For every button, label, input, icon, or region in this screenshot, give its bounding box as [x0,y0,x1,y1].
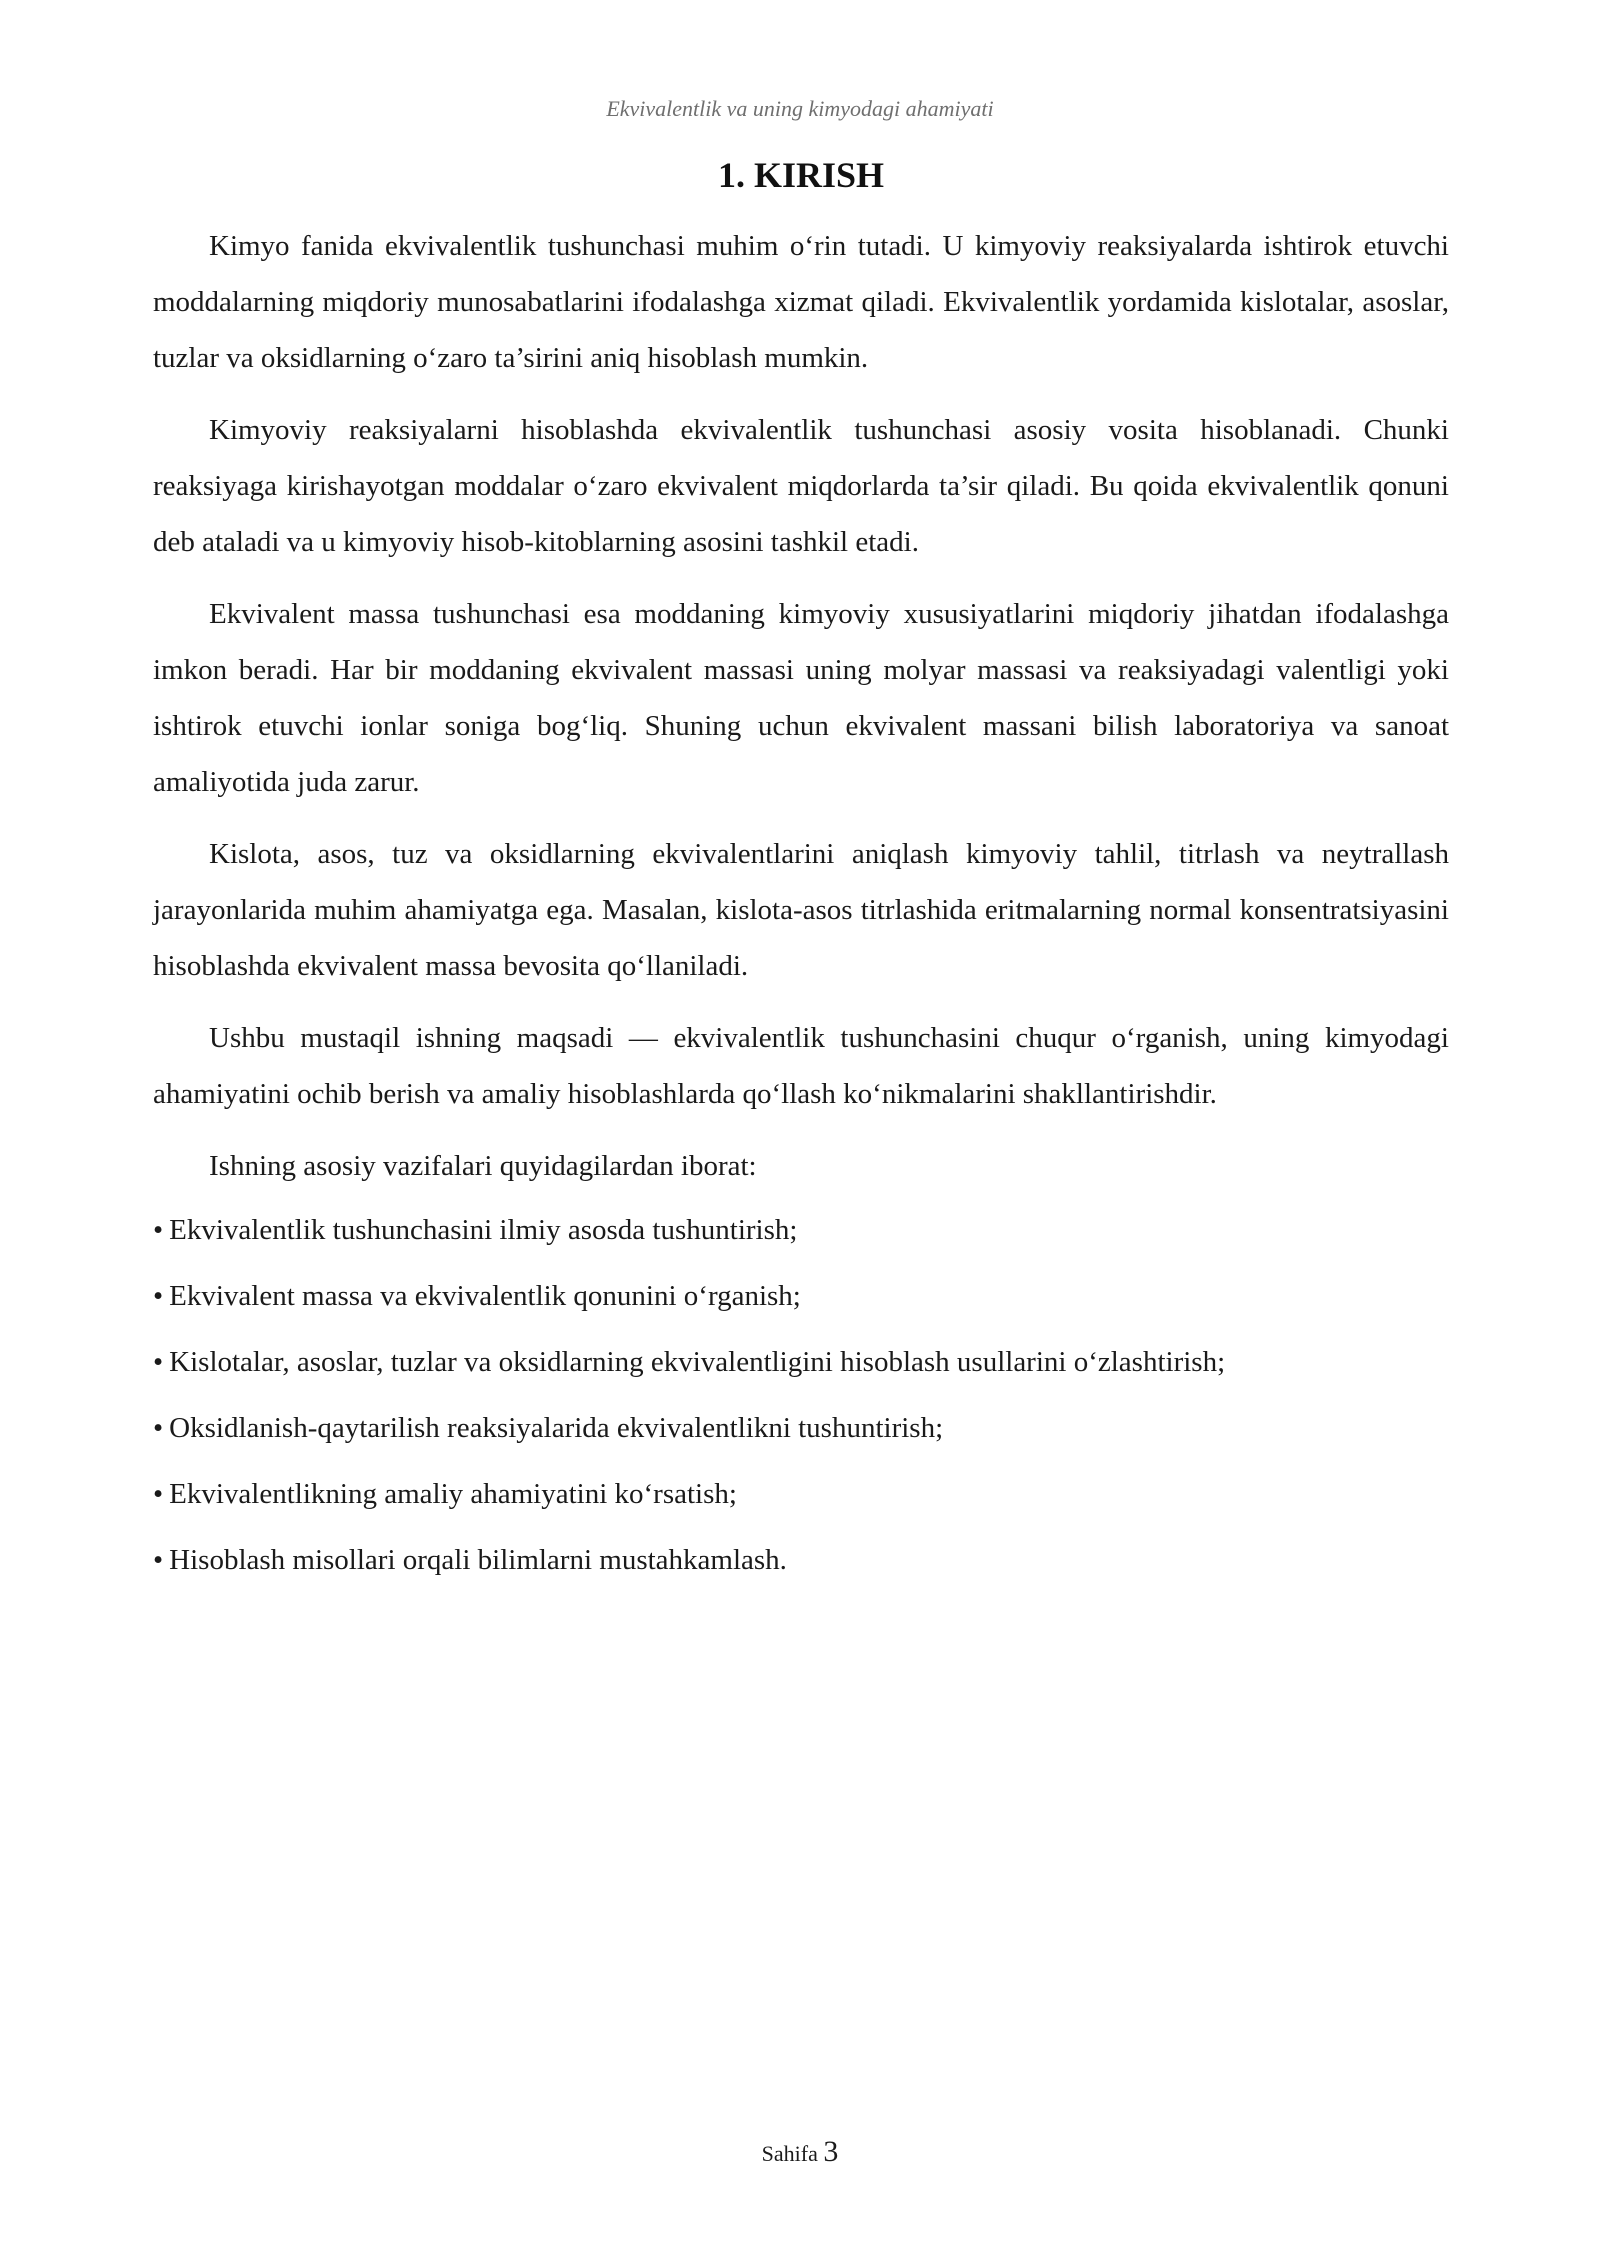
list-item [153,1342,1449,1382]
bullet-mark: • [153,1544,164,1576]
bullet-mark: • [153,1214,164,1246]
task-list [153,1210,1449,1580]
paragraph-1: Kimyo fanida ekvivalentlik tushunchasi muhim o‘rin tutadi. U kimyoviy reaksiyalarda ishtirok etuvchi moddalarning miqdoriy munosabatlarini ifodalashga xizmat qiladi. Ekvivalentlik yordamida kislotalar, asoslar, tuzlar va oksidlarning o‘zaro ta’sirini aniq hisoblash mumkin. [153,230,1449,374]
paragraph-3: Ekvivalent massa tushunchasi esa moddaning kimyoviy xususiyatlarini miqdoriy jihatdan ifodalashga imkon beradi. Har bir moddaning ekvivalent massasi uning molyar massasi va reaksiyadagi valentligi yoki ishtirok etuvchi ionlar soniga bog‘liq. Shuning uchun ekvivalent massani bilish laboratoriya va sanoat amaliyotida juda zarur. [153,598,1449,798]
list-item-text: Oksidlanish-qaytarilish reaksiyalarida ekvivalentlikni tushuntirish; [169,1412,944,1444]
list-item-text: Ekvivalent massa va ekvivalentlik qonunini o‘rganish; [169,1280,801,1312]
list-item-text: Ekvivalentlik tushunchasini ilmiy asosda tushuntirish; [169,1214,798,1246]
bullet-mark: • [153,1346,164,1378]
paragraph-5: Ushbu mustaqil ishning maqsadi — ekvivalentlik tushunchasini chuqur o‘rganish, uning kimyodagi ahamiyatini ochib berish va amaliy hisoblashlarda qo‘llash ko‘nikmalarini shakllantirishdir. [153,1022,1449,1110]
bullet-mark: • [153,1478,164,1510]
page-number: 3 [823,2135,839,2168]
list-item [153,1276,1449,1316]
list-item-text: Ekvivalentlikning amaliy ahamiyatini ko‘rsatish; [169,1478,737,1510]
list-item-text: Kislotalar, asoslar, tuzlar va oksidlarning ekvivalentligini hisoblash usullarini o‘zlashtirish; [169,1346,1226,1378]
paragraph-6: Ishning asosiy vazifalari quyidagilardan iborat: [209,1150,757,1182]
list-item [153,1540,1449,1580]
paragraph-4: Kislota, asos, tuz va oksidlarning ekvivalentlarini aniqlash kimyoviy tahlil, titrlash va neytrallash jarayonlarida muhim ahamiyatga ega. Masalan, kislota-asos titrlashida eritmalarning normal konsentratsiyasini hisoblashda ekvivalent massa bevosita qo‘llaniladi. [153,838,1449,982]
page-footer [0,2135,1600,2169]
page-content [153,150,1449,1606]
list-item [153,1408,1449,1448]
bullet-mark: • [153,1280,164,1312]
section-title: 1. KIRISH [717,155,885,195]
bullet-mark: • [153,1412,164,1444]
running-header: Ekvivalentlik va uning kimyodagi ahamiyati [606,96,994,121]
list-item [153,1474,1449,1514]
paragraph-2: Kimyoviy reaksiyalarni hisoblashda ekvivalentlik tushunchasi asosiy vosita hisoblanadi. Chunki reaksiyaga kirishayotgan moddalar o‘zaro ekvivalent miqdorlarda ta’sir qiladi. Bu qoida ekvivalentlik qonuni deb ataladi va u kimyoviy hisob-kitoblarning asosini tashkil etadi. [153,414,1449,558]
page-label: Sahifa [761,2141,818,2166]
list-item-text: Hisoblash misollari orqali bilimlarni mustahkamlash. [169,1544,787,1576]
list-item [153,1210,1449,1250]
